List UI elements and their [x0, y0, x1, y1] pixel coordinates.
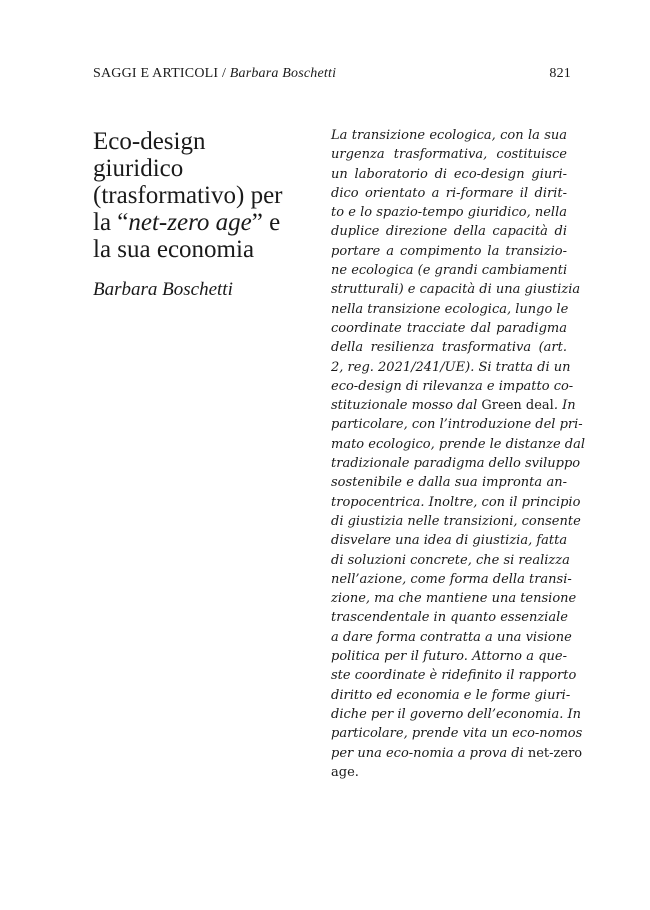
abstract-line — [331, 744, 583, 763]
abstract-line: urgenza trasformativa, costituisce — [331, 147, 567, 163]
abstract-line: to e lo spazio-tempo giuridico, nella — [331, 205, 567, 221]
title-line: la sua economia — [93, 236, 255, 263]
abstract-line: un laboratorio di eco-design giuri- — [331, 166, 567, 182]
abstract-line: zione, ma che mantiene una tensione — [331, 591, 577, 607]
abstract-roman-text: net-zero — [527, 745, 583, 761]
abstract-line: tradizionale paradigma dello sviluppo — [331, 456, 581, 472]
abstract-text: stituzionale mosso dal — [331, 398, 482, 414]
abstract-line: ste coordinate è ridefinito il rapporto — [331, 668, 577, 684]
abstract-line: particolare, prende vita un eco-nomos — [331, 726, 583, 742]
abstract-line: La transizione ecologica, con la sua — [331, 128, 567, 143]
title-line: giuridico — [93, 155, 184, 182]
abstract-line: duplice direzione della capacità di — [331, 224, 567, 240]
abstract-line: coordinate tracciate dal paradigma — [331, 320, 567, 336]
abstract-text: . In — [553, 398, 576, 414]
abstract — [331, 126, 586, 782]
abstract-line: strutturali) e capacità di una giustizia — [331, 282, 581, 298]
abstract-roman-text: Green deal — [481, 398, 554, 414]
abstract-line: diche per il governo dell’economia. In — [331, 706, 581, 722]
abstract-line: nella transizione ecologica, lungo le — [331, 301, 569, 317]
abstract-line: ne ecologica (e grandi cambiamenti — [331, 263, 568, 279]
abstract-line: nell’azione, come forma della transi- — [331, 571, 572, 587]
title-line: la “ — [93, 209, 129, 236]
abstract-line: 2, reg. 2021/241/UE). Si tratta di un — [331, 359, 571, 375]
abstract-line: disvelare una idea di giustizia, fatta — [331, 533, 568, 549]
abstract-line: trascendentale in quanto essenziale — [331, 610, 568, 626]
abstract-line: a dare forma contratta a una visione — [331, 629, 572, 645]
abstract-line: tropocentrica. Inoltre, con il principio — [331, 494, 581, 510]
page-number: 821 — [549, 66, 571, 81]
abstract-line: portare a compimento la transizio- — [331, 243, 567, 259]
abstract-line: mato ecologico, prende le distanze dal — [331, 436, 586, 452]
running-head-section: SAGGI E ARTICOLI / — [93, 66, 227, 81]
abstract-line: age. — [331, 764, 359, 780]
title-emphasis: net-zero age — [128, 209, 252, 236]
title-column — [93, 128, 318, 301]
abstract-text: per una eco-nomia a prova di — [331, 745, 528, 761]
abstract-line: dico orientato a ri-formare il dirit- — [331, 185, 567, 201]
running-head-author: Barbara Boschetti — [229, 66, 337, 81]
title-line: ” e — [251, 209, 281, 236]
article-author: Barbara Boschetti — [93, 279, 233, 300]
abstract-line: della resilienza trasformativa (art. — [331, 340, 567, 356]
article-title — [93, 128, 318, 263]
abstract-line — [331, 396, 576, 415]
abstract-line: di soluzioni concrete, che si realizza — [331, 552, 570, 568]
abstract-line: diritto ed economia e le forme giuri- — [331, 687, 571, 703]
title-line: (trasformativo) per — [93, 182, 283, 209]
abstract-line: di giustizia nelle transizioni, consente — [331, 513, 581, 529]
abstract-line: politica per il futuro. Attorno a que- — [331, 649, 567, 665]
abstract-line: eco-design di rilevanza e impatto co- — [331, 378, 574, 394]
title-line: Eco-design — [93, 128, 206, 155]
abstract-line: sostenibile e dalla sua impronta an- — [331, 475, 567, 491]
running-head — [93, 66, 571, 86]
abstract-line: particolare, con l’introduzione del pri- — [331, 417, 583, 433]
